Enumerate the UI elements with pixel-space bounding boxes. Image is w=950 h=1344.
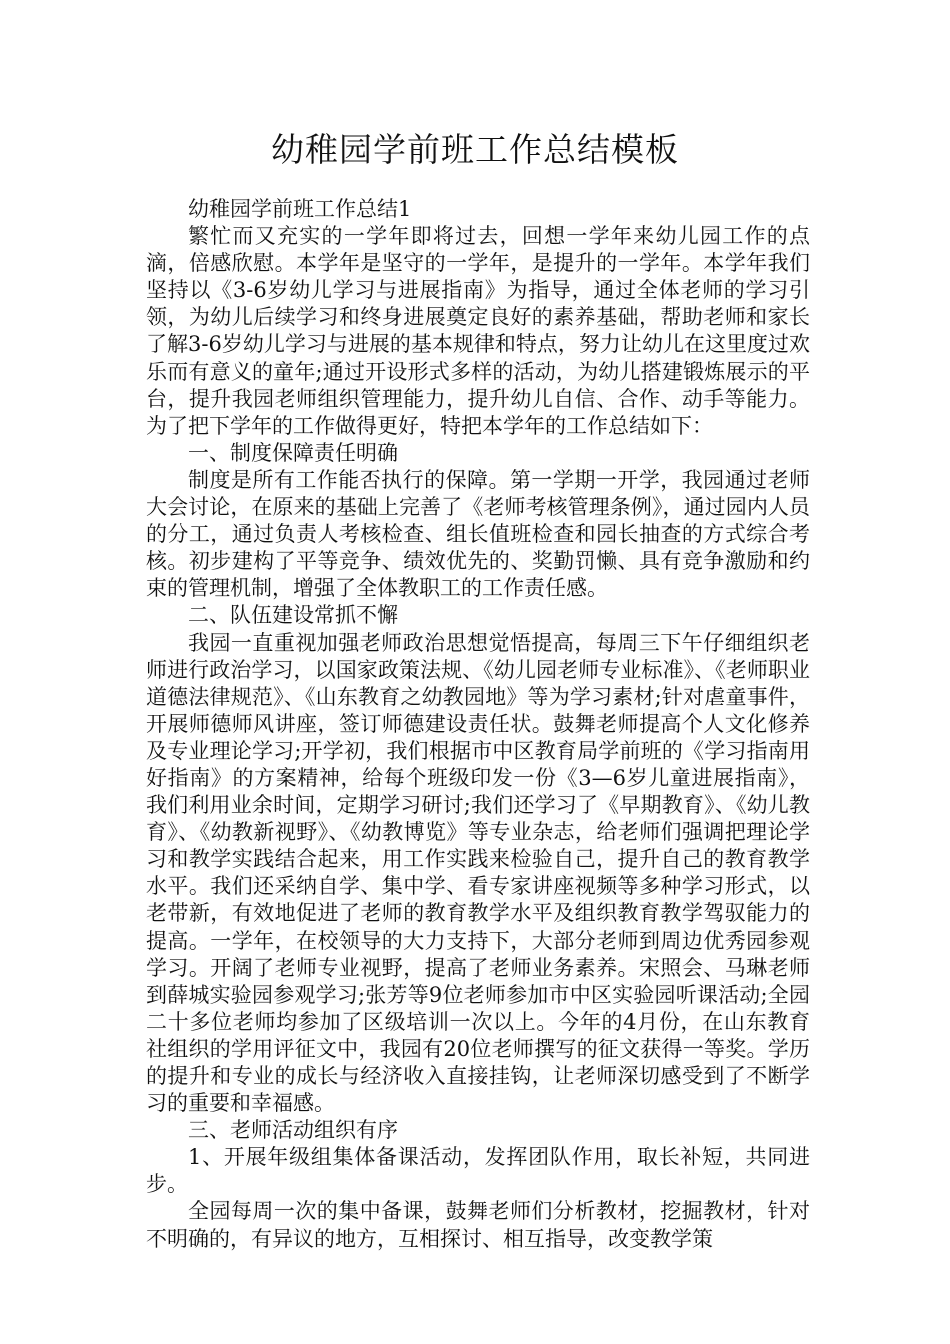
paragraph-system-guarantee: 制度是所有工作能否执行的保障。第一学期一开学，我园通过老师大会讨论，在原来的基础上完善了《老师考核管理条例》，通过园内人员的分工，通过负责人考核检查、组长值班检查和园长抽查的方式综合考核。初步建构了平等竞争、绩效优先的、奖勤罚懒、具有竞争激励和约束的管理机制，增强了全体教职工的工作责任感。 [146, 467, 810, 601]
section-heading-summary-1: 幼稚园学前班工作总结1 [188, 197, 412, 221]
section-heading-2: 二、队伍建设常抓不懈 [188, 603, 398, 628]
paragraph-team-building: 我园一直重视加强老师政治思想觉悟提高，每周三下午仔细组织老师进行政治学习，以国家政策法规、《幼儿园老师专业标准》、《老师职业道德法律规范》、《山东教育之幼教园地》等为学习素材;针对虐童事件，开展师德师风讲座，签订师德建设责任状。鼓舞老师提高个人文化修养及专业理论学习;开学初，我们根据市中区教育局学前班的《学习指南用好指南》的方案精神，给每个班级印发一份《3—6岁儿童进展指南》，我们利用业余时间，定期学习研讨;我们还学习了《早期教育》、《幼儿教育》、《幼教新视野》、《幼教博览》等专业杂志，给老师们强调把理论学习和教学实践结合起来，用工作实践来检验自己，提升自己的教育教学水平。我们还采纳自学、集中学、看专家讲座视频等多种学习形式，以老带新，有效地促进了老师的教育教学水平及组织教育教学驾驭能力的提高。一学年，在校领导的大力支持下，大部分老师到周边优秀园参观学习。开阔了老师专业视野，提高了老师业务素养。宋照会、马琳老师到薛城实验园参观学习;张芳等9位老师参加市中区实验园听课活动;全园二十多位老师均参加了区级培训一次以上。今年的4月份，在山东教育社组织的学用评征文中，我园有20位老师撰写的征文获得一等奖。学历的提升和专业的成长与经济收入直接挂钩，让老师深切感受到了不断学习的重要和幸福感。 [146, 630, 810, 1116]
document-title: 幼稚园学前班工作总结模板 [271, 130, 679, 169]
paragraph-intro: 繁忙而又充实的一学年即将过去，回想一学年来幼儿园工作的点滴，倍感欣慰。本学年是坚守的一学年，是提升的一学年。本学年我们坚持以《3-6岁幼儿学习与进展指南》为指导，通过全体老师的学习引领，为幼儿后续学习和终身进展奠定良好的素养基础，帮助老师和家长了解3-6岁幼儿学习与进展的基本规律和特点，努力让幼儿在这里度过欢乐而有意义的童年;通过开设形式多样的活动，为幼儿搭建锻炼展示的平台，提升我园老师组织管理能力，提升幼儿自信、合作、动手等能力。为了把下学年的工作做得更好，特把本学年的工作总结如下： [146, 224, 810, 438]
paragraph-collective-lesson-prep: 全园每周一次的集中备课，鼓舞老师们分析教材，挖掘教材，针对不明确的，有异议的地方，互相探讨、相互指导，改变教学策 [146, 1199, 810, 1251]
section-heading-3: 三、老师活动组织有序 [188, 1118, 398, 1143]
section-heading-1: 一、制度保障责任明确 [188, 440, 398, 465]
document-body [146, 196, 810, 1253]
subsection-heading-1: 1、开展年级组集体备课活动，发挥团队作用，取长补短，共同进步。 [146, 1145, 810, 1197]
